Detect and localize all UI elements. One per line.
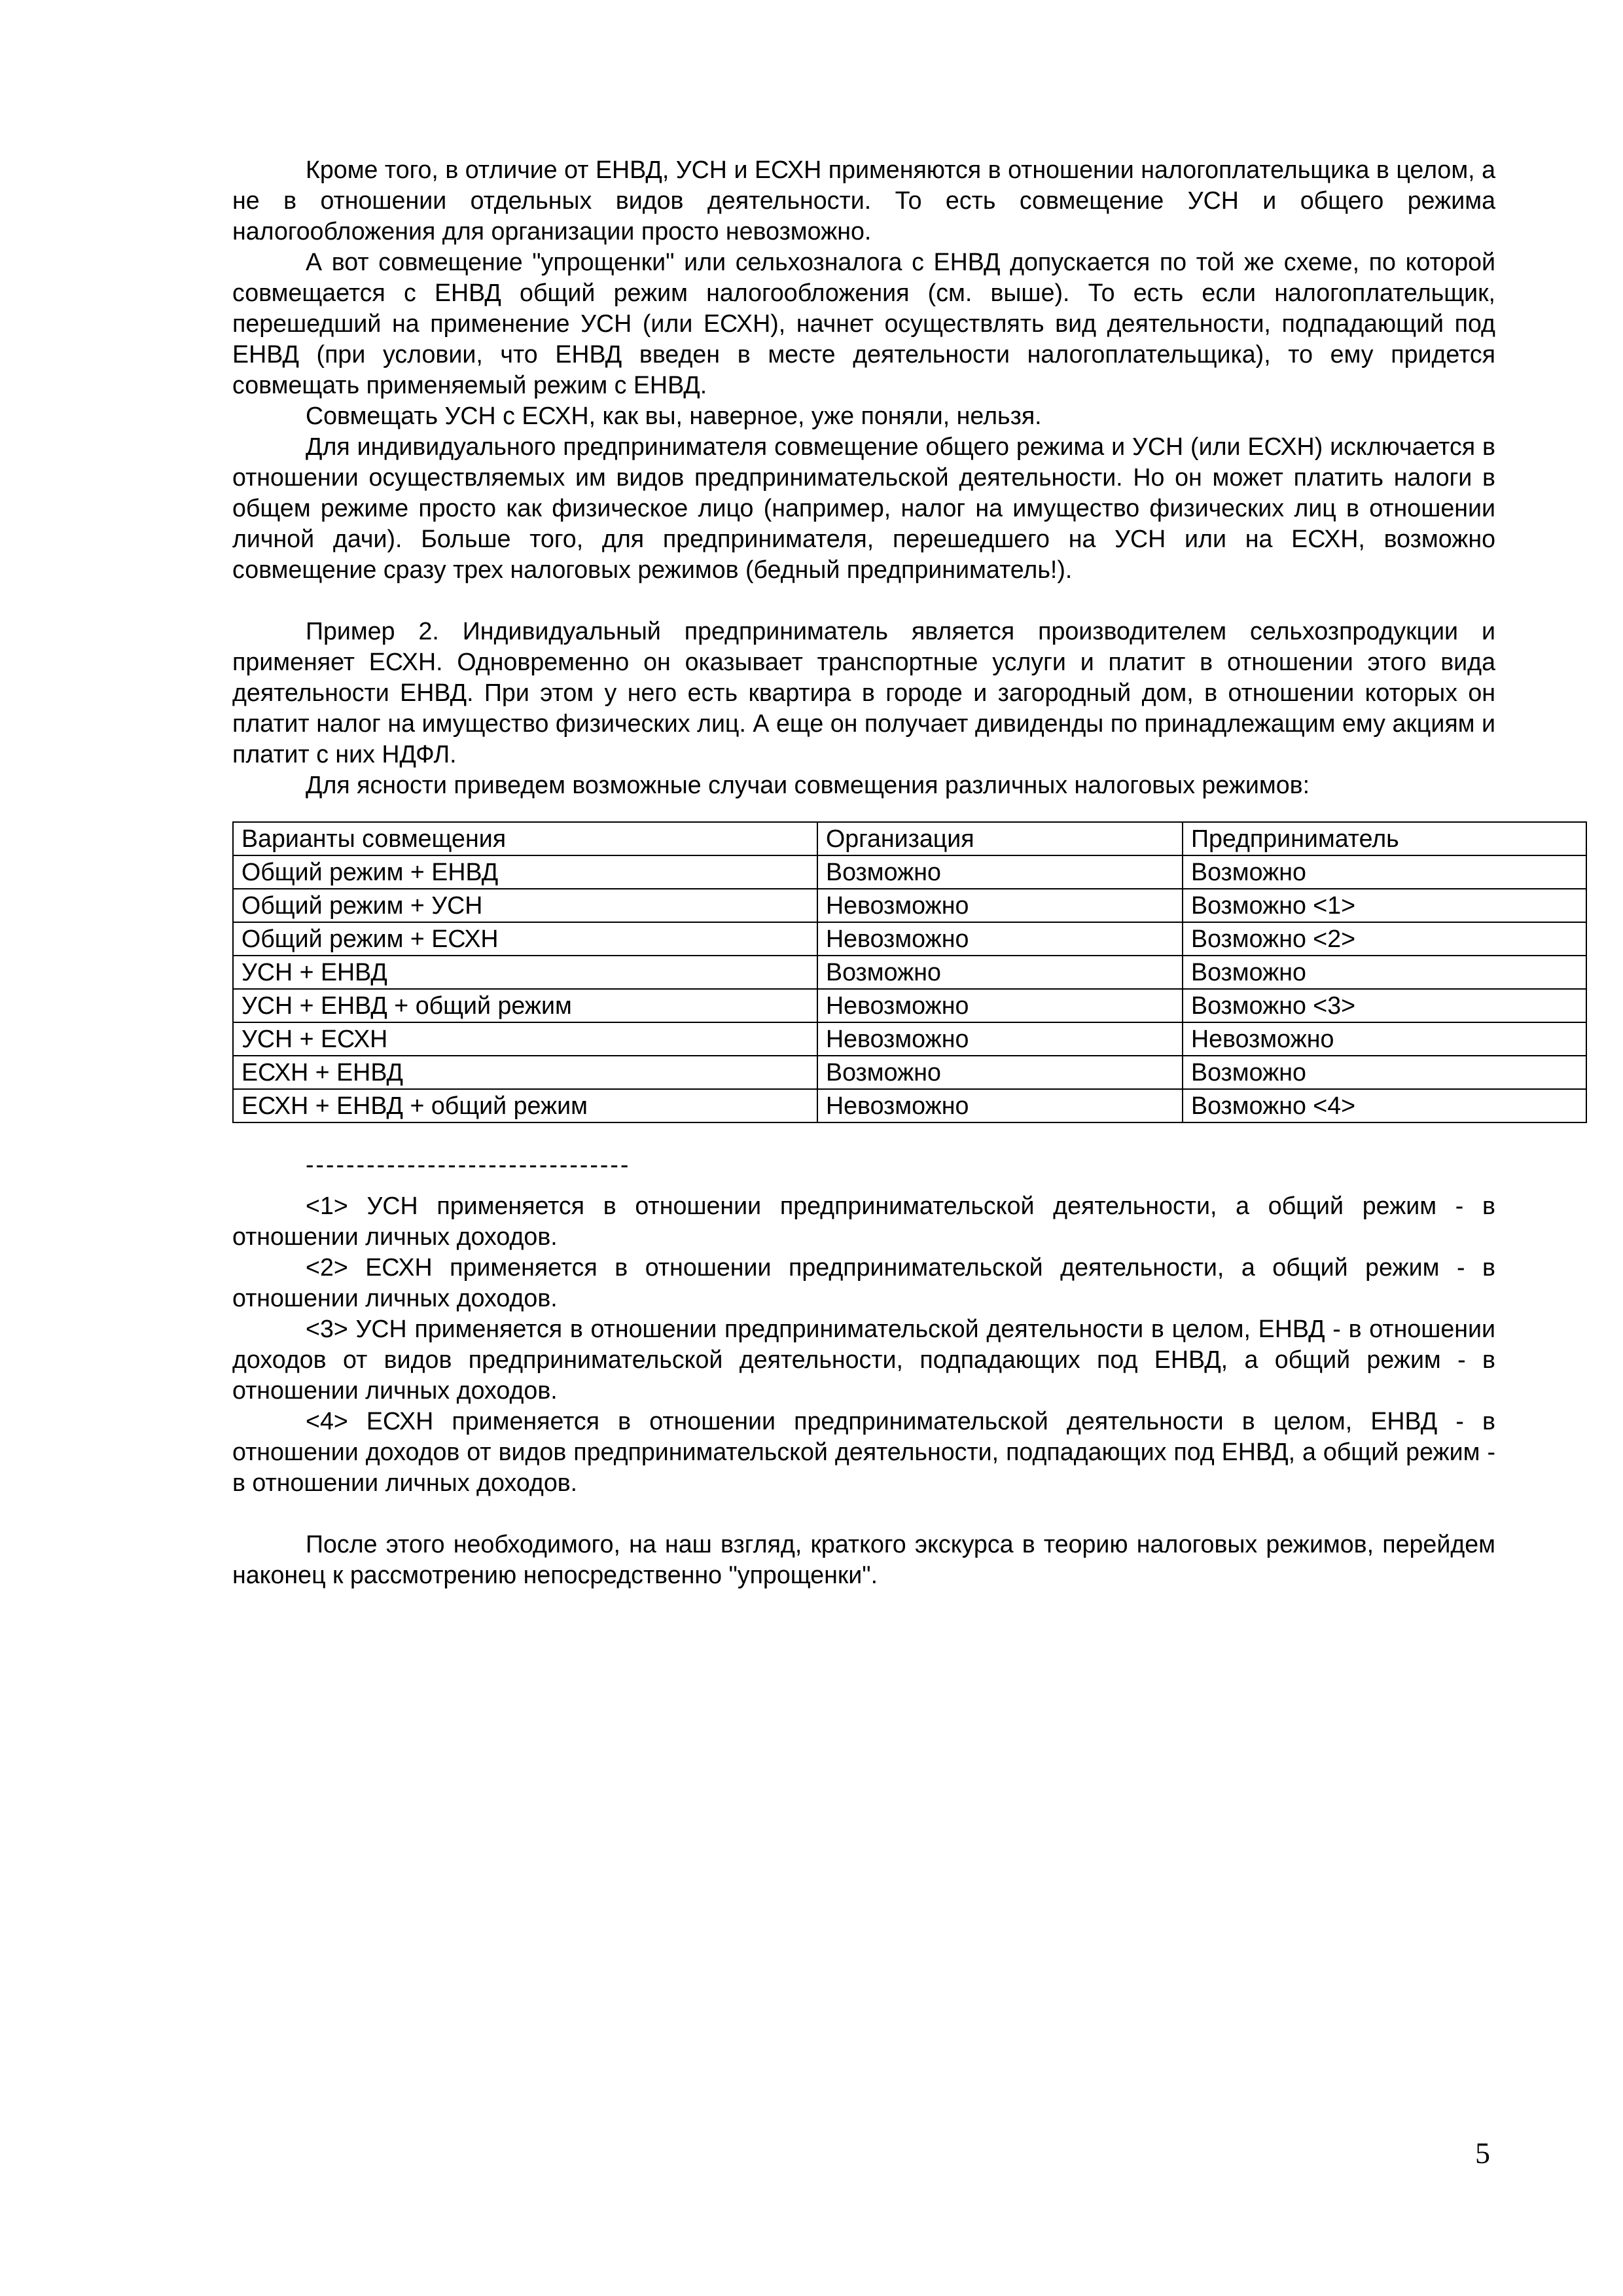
table-cell: Возможно <4> [1183, 1089, 1586, 1122]
table-row [233, 1056, 1586, 1089]
table-row [233, 989, 1586, 1022]
regime-combinations-table [232, 821, 1587, 1123]
paragraph-conclusion: После этого необходимого, на наш взгляд, краткого экскурса в теорию налоговых режимов, перейдем наконец к рассмотрению непосредственно "упрощенки". [232, 1530, 1495, 1588]
table-cell: Общий режим + ЕСХН [233, 922, 817, 956]
paragraph-usn-eskhn-forbidden: Совмещать УСН с ЕСХН, как вы, наверное, уже поняли, нельзя. [306, 402, 1042, 429]
table-cell: Невозможно [817, 922, 1183, 956]
footnote-2: <2> ЕСХН применяется в отношении предпринимательской деятельности, а общий режим - в отношении личных доходов. [232, 1253, 1495, 1312]
footnote-4: <4> ЕСХН применяется в отношении предпринимательской деятельности в целом, ЕНВД - в отношении доходов от видов предпринимательской деятельности, подпадающих под ЕНВД, а общий режим - в отношении личных доходов. [232, 1407, 1495, 1496]
header-cell-entrepreneur: Предприниматель [1183, 822, 1586, 855]
paragraph-table-intro: Для ясности приведем возможные случаи совмещения различных налоговых режимов: [306, 771, 1310, 798]
paragraph-example-2: Пример 2. Индивидуальный предприниматель является производителем сельхозпродукции и применяет ЕСХН. Одновременно он оказывает транспортные услуги и платит в отношении этого вида деятельности ЕНВД. При этом у него есть квартира в городе и загородный дом, в отношении которых он платит налог на имущество физических лиц. А еще он получает дивиденды по принадлежащим ему акциям и платит с них НДФЛ. [232, 617, 1495, 768]
table-cell: Возможно [1183, 855, 1586, 889]
table-cell: Возможно [817, 855, 1183, 889]
page-number: 5 [1475, 2136, 1490, 2170]
table-cell: Возможно [1183, 1056, 1586, 1089]
spacer [232, 585, 1495, 616]
document-body [232, 154, 1495, 1590]
table-cell: УСН + ЕСХН [233, 1022, 817, 1056]
table-cell: Невозможно [1183, 1022, 1586, 1056]
footnote-separator: -------------------------------- [306, 1151, 631, 1178]
table-cell: Возможно [1183, 956, 1586, 989]
paragraph-entrepreneur-regimes: Для индивидуального предпринимателя совмещение общего режима и УСН (или ЕСХН) исключается в отношении осуществляемых им видов предпринимательской деятельности. Но он может платить налоги в общем режиме просто как физическое лицо (например, налог на имущество физических лиц в отношении личной дачи). Больше того, для предпринимателя, перешедшего на УСН или на ЕСХН, возможно совмещение сразу трех налоговых режимов (бедный предприниматель!). [232, 433, 1495, 583]
table-cell: ЕСХН + ЕНВД + общий режим [233, 1089, 817, 1122]
table-cell: ЕСХН + ЕНВД [233, 1056, 817, 1089]
table-row [233, 922, 1586, 956]
table-cell: Общий режим + ЕНВД [233, 855, 817, 889]
table-row [233, 1022, 1586, 1056]
spacer [232, 1498, 1495, 1529]
table-cell: Возможно [817, 1056, 1183, 1089]
table-cell: Невозможно [817, 1022, 1183, 1056]
table-cell: Возможно <1> [1183, 889, 1586, 922]
header-cell-organization: Организация [817, 822, 1183, 855]
table-cell: Невозможно [817, 889, 1183, 922]
table-row [233, 956, 1586, 989]
table-cell: Невозможно [817, 989, 1183, 1022]
paragraph-usn-eskhn-scope: Кроме того, в отличие от ЕНВД, УСН и ЕСХН применяются в отношении налогоплательщика в целом, а не в отношении отдельных видов деятельности. То есть совмещение УСН и общего режима налогообложения для организации просто невозможно. [232, 156, 1495, 245]
table-row [233, 1089, 1586, 1122]
table-cell: УСН + ЕНВД [233, 956, 817, 989]
table-row [233, 889, 1586, 922]
table-cell: УСН + ЕНВД + общий режим [233, 989, 817, 1022]
table-cell: Невозможно [817, 1089, 1183, 1122]
header-cell-variants: Варианты совмещения [233, 822, 817, 855]
table-cell: Общий режим + УСН [233, 889, 817, 922]
table-row [233, 855, 1586, 889]
paragraph-usn-envd-combination: А вот совмещение "упрощенки" или сельхозналога с ЕНВД допускается по той же схеме, по которой совмещается с ЕНВД общий режим налогообложения (см. выше). То есть если налогоплательщик, перешедший на применение УСН (или ЕСХН), начнет осуществлять вид деятельности, подпадающий под ЕНВД (при условии, что ЕНВД введен в месте деятельности налогоплательщика), то ему придется совмещать применяемый режим с ЕНВД. [232, 248, 1495, 399]
footnote-3: <3> УСН применяется в отношении предпринимательской деятельности в целом, ЕНВД - в отношении доходов от видов предпринимательской деятельности, подпадающих под ЕНВД, а общий режим - в отношении личных доходов. [232, 1315, 1495, 1404]
table-header-row [233, 822, 1586, 855]
table-cell: Возможно <2> [1183, 922, 1586, 956]
table-cell: Возможно <3> [1183, 989, 1586, 1022]
footnote-1: <1> УСН применяется в отношении предпринимательской деятельности, а общий режим - в отношении личных доходов. [232, 1192, 1495, 1250]
table-cell: Возможно [817, 956, 1183, 989]
